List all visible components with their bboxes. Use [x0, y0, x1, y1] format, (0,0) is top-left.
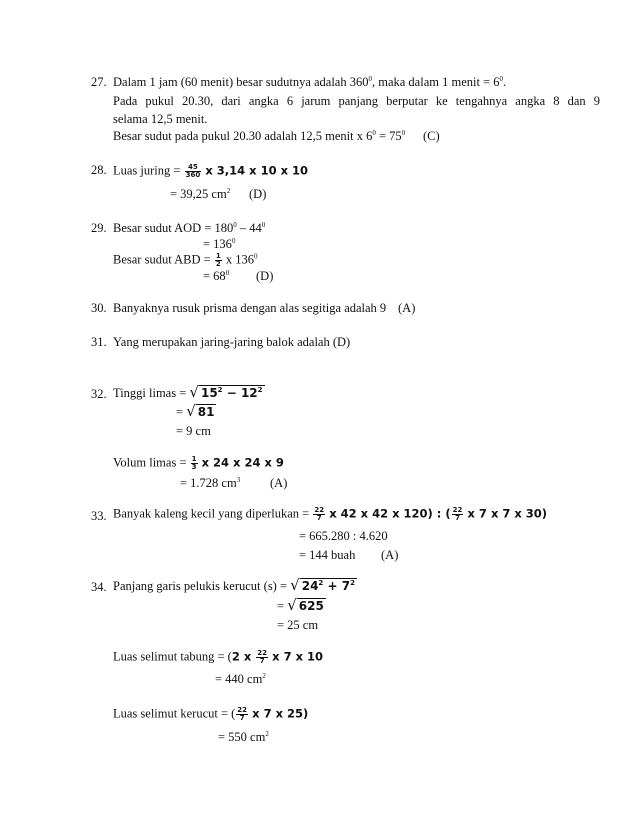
q33-formula: Banyak kaleng kecil yang diperlukan = $\frac{22}{7}$ x 42 x 42 x 120) : ( $\frac{22}{7}$ x 7 x 7 x 30) [113, 506, 548, 522]
q28-answer: (D) [249, 187, 267, 201]
q27-line-4: Besar sudut pada pukul 20.30 adalah 12,5 menit x $6^0 = 75^0$ [113, 129, 406, 143]
q32-height-result: = 9 cm [176, 424, 211, 438]
q30-answer: (A) [398, 301, 416, 315]
q31-text: Yang merupakan jaring-jaring balok adalah (D) [113, 335, 351, 349]
q28-fraction: $\frac{45}{360}$ [185, 163, 201, 179]
q32-fraction: $\frac{1}{3}$ [191, 455, 197, 471]
q34-tube-formula: Luas selimut tabung = (2 x $\frac{22}{7}$ x 7 x 10 [113, 649, 324, 665]
q33-division: = 665.280 : 4.620 [299, 529, 388, 543]
q32-number: 32. [91, 387, 107, 401]
q31-number: 31. [91, 335, 107, 349]
q30-number: 30. [91, 301, 107, 315]
q34-fraction-2: $\frac{22}{7}$ [237, 706, 248, 722]
q28-number: 28. [91, 163, 107, 177]
q29-line-4: = $68^0$ [203, 269, 230, 283]
q32-answer: (A) [270, 476, 288, 490]
sqrt-expression: √ $15^2 - 12^2$ [189, 383, 263, 401]
q29-fraction: $\frac{1}{2}$ [215, 252, 221, 268]
q34-tube-result: = 440 $cm^2$ [215, 672, 266, 686]
q32-sqrt-81: = √ 81 [176, 402, 215, 420]
q34-slant-formula: Panjang garis pelukis kerucut (s) = √ $24^2 + 7^2$ [113, 576, 355, 594]
q33-number: 33. [91, 509, 107, 523]
q34-number: 34. [91, 580, 107, 594]
q29-answer: (D) [256, 269, 274, 283]
q32-volume-formula: Volum limas = $\frac{1}{3}$ x 24 x 24 x 9 [113, 455, 284, 471]
q33-answer: (A) [381, 548, 399, 562]
q34-cone-formula: Luas selimut kerucut = ( $\frac{22}{7}$ x 7 x 25) [113, 706, 309, 722]
q27-line-3: selama 12,5 menit. [113, 112, 208, 126]
q34-slant-result: = 25 cm [277, 618, 319, 632]
q33-fraction-2: $\frac{22}{7}$ [452, 506, 463, 522]
q34-sqrt-625: = √ 625 [277, 596, 324, 614]
q30-text: Banyaknya rusuk prisma dengan alas segitiga adalah 9 [113, 301, 387, 315]
q29-number: 29. [91, 221, 107, 235]
q27-line-2: Pada pukul 20.30, dari angka 6 jarum panjang berputar ke tengahnya angka 8 dan 9 [113, 94, 600, 108]
q27-line-1: Dalam 1 jam (60 menit) besar sudutnya adalah $360^0$, maka dalam 1 menit = $6^0$. [113, 75, 507, 89]
sqrt-expression: √ $24^2 + 7^2$ [290, 576, 355, 594]
q29-line-2: = $136^0$ [203, 237, 236, 251]
q28-formula: Luas juring = $\frac{45}{360}$ x 3,14 x 10 x 10 [113, 163, 308, 179]
q33-result: = 144 buah [299, 548, 356, 562]
q27-number: 27. [91, 75, 107, 89]
q34-cone-result: = 550 $cm^2$ [218, 730, 269, 744]
q29-line-1: Besar sudut AOD = $180^0 - 44^0$ [113, 221, 266, 235]
q28-result: = 39,25 $cm^2$ [170, 187, 231, 201]
q33-fraction-1: $\frac{22}{7}$ [314, 506, 325, 522]
q32-height-formula: Tinggi limas = √ $15^2 - 12^2$ [113, 383, 263, 401]
q29-line-3: Besar sudut ABD = $\frac{1}{2}$ x $136^0$ [113, 252, 258, 268]
q27-answer: (C) [423, 129, 440, 143]
q34-fraction-1: $\frac{22}{7}$ [257, 649, 268, 665]
q32-volume-result: = 1.728 $cm^3$ [180, 476, 241, 490]
